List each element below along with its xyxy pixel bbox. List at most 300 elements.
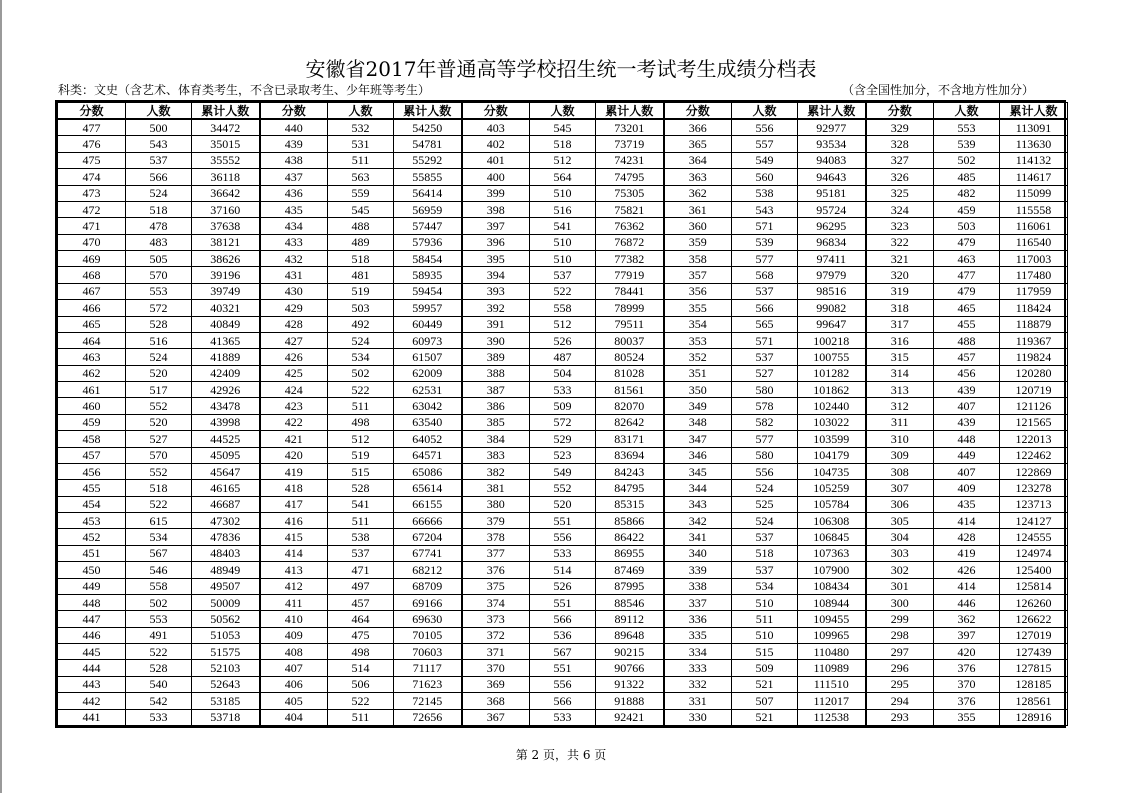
cumulative-cell: 83694 (596, 447, 664, 463)
table-row (58, 660, 1068, 676)
cumulative-cell: 90766 (596, 660, 664, 676)
count-cell: 510 (530, 251, 596, 267)
score-cell: 403 (462, 119, 530, 136)
header-score: 分数 (58, 103, 126, 120)
cumulative-cell: 53185 (192, 693, 260, 709)
count-cell: 426 (934, 562, 1000, 578)
table-row (58, 480, 1068, 496)
count-cell: 580 (732, 447, 798, 463)
score-cell: 300 (866, 594, 934, 610)
cumulative-cell: 103599 (798, 431, 866, 447)
score-cell: 339 (664, 562, 732, 578)
score-cell: 446 (58, 627, 126, 643)
count-cell: 527 (126, 431, 192, 447)
cumulative-cell: 59957 (394, 300, 462, 316)
cumulative-cell: 87995 (596, 578, 664, 594)
score-cell: 386 (462, 398, 530, 414)
cumulative-cell: 128185 (1000, 676, 1068, 692)
cumulative-cell: 115558 (1000, 201, 1068, 217)
score-cell: 426 (260, 349, 328, 365)
count-cell: 510 (530, 185, 596, 201)
count-cell: 511 (328, 709, 394, 725)
count-cell: 475 (328, 627, 394, 643)
score-cell: 419 (260, 463, 328, 479)
count-cell: 448 (934, 431, 1000, 447)
cumulative-cell: 81561 (596, 382, 664, 398)
cumulative-cell: 60973 (394, 332, 462, 348)
cumulative-cell: 48403 (192, 545, 260, 561)
score-cell: 462 (58, 365, 126, 381)
count-cell: 551 (530, 660, 596, 676)
count-cell: 526 (530, 332, 596, 348)
score-table-frame (55, 100, 1066, 728)
score-cell: 453 (58, 513, 126, 529)
cumulative-cell: 84795 (596, 480, 664, 496)
score-cell: 460 (58, 398, 126, 414)
cumulative-cell: 52103 (192, 660, 260, 676)
table-row (58, 201, 1068, 217)
cumulative-cell: 74231 (596, 152, 664, 168)
count-cell: 459 (934, 201, 1000, 217)
count-cell: 502 (126, 594, 192, 610)
cumulative-cell: 70603 (394, 644, 462, 660)
count-cell: 502 (328, 365, 394, 381)
score-cell: 333 (664, 660, 732, 676)
score-cell: 411 (260, 594, 328, 610)
score-cell: 314 (866, 365, 934, 381)
count-cell: 527 (732, 365, 798, 381)
score-cell: 391 (462, 316, 530, 332)
score-cell: 410 (260, 611, 328, 627)
count-cell: 511 (328, 398, 394, 414)
cumulative-cell: 122869 (1000, 463, 1068, 479)
count-cell: 463 (934, 251, 1000, 267)
score-cell: 315 (866, 349, 934, 365)
score-cell: 342 (664, 513, 732, 529)
count-cell: 439 (934, 382, 1000, 398)
score-cell: 377 (462, 545, 530, 561)
score-cell: 372 (462, 627, 530, 643)
count-cell: 455 (934, 316, 1000, 332)
score-cell: 345 (664, 463, 732, 479)
score-cell: 332 (664, 676, 732, 692)
cumulative-cell: 50562 (192, 611, 260, 627)
score-cell: 311 (866, 414, 934, 430)
cumulative-cell: 85315 (596, 496, 664, 512)
cumulative-cell: 110480 (798, 644, 866, 660)
score-cell: 297 (866, 644, 934, 660)
count-cell: 567 (530, 644, 596, 660)
cumulative-cell: 50009 (192, 594, 260, 610)
cumulative-cell: 99647 (798, 316, 866, 332)
cumulative-cell: 60449 (394, 316, 462, 332)
score-cell: 305 (866, 513, 934, 529)
score-cell: 458 (58, 431, 126, 447)
count-cell: 506 (328, 676, 394, 692)
cumulative-cell: 73719 (596, 136, 664, 152)
count-cell: 491 (126, 627, 192, 643)
cumulative-cell: 76872 (596, 234, 664, 250)
count-cell: 512 (530, 316, 596, 332)
cumulative-cell: 106308 (798, 513, 866, 529)
count-cell: 457 (934, 349, 1000, 365)
score-cell: 407 (260, 660, 328, 676)
score-cell: 459 (58, 414, 126, 430)
count-cell: 570 (126, 447, 192, 463)
count-cell: 528 (126, 316, 192, 332)
count-cell: 481 (328, 267, 394, 283)
score-cell: 349 (664, 398, 732, 414)
count-cell: 533 (530, 545, 596, 561)
header-score: 分数 (260, 103, 328, 120)
score-cell: 464 (58, 332, 126, 348)
score-cell: 308 (866, 463, 934, 479)
cumulative-cell: 124127 (1000, 513, 1068, 529)
score-cell: 317 (866, 316, 934, 332)
score-cell: 394 (462, 267, 530, 283)
count-cell: 524 (328, 332, 394, 348)
score-cell: 469 (58, 251, 126, 267)
score-cell: 412 (260, 578, 328, 594)
count-cell: 464 (328, 611, 394, 627)
score-cell: 434 (260, 218, 328, 234)
cumulative-cell: 45647 (192, 463, 260, 479)
score-cell: 307 (866, 480, 934, 496)
cumulative-cell: 77919 (596, 267, 664, 283)
count-cell: 543 (732, 201, 798, 217)
count-cell: 551 (530, 594, 596, 610)
score-cell: 357 (664, 267, 732, 283)
count-cell: 505 (126, 251, 192, 267)
count-cell: 564 (530, 169, 596, 185)
count-cell: 510 (732, 627, 798, 643)
cumulative-cell: 75821 (596, 201, 664, 217)
score-cell: 473 (58, 185, 126, 201)
cumulative-cell: 56959 (394, 201, 462, 217)
cumulative-cell: 74795 (596, 169, 664, 185)
count-cell: 541 (530, 218, 596, 234)
score-cell: 470 (58, 234, 126, 250)
score-cell: 355 (664, 300, 732, 316)
cumulative-cell: 114132 (1000, 152, 1068, 168)
cumulative-cell: 78999 (596, 300, 664, 316)
count-cell: 533 (530, 382, 596, 398)
table-row (58, 152, 1068, 168)
count-cell: 559 (328, 185, 394, 201)
cumulative-cell: 91888 (596, 693, 664, 709)
cumulative-cell: 37638 (192, 218, 260, 234)
score-cell: 401 (462, 152, 530, 168)
count-cell: 518 (732, 545, 798, 561)
count-cell: 522 (328, 693, 394, 709)
cumulative-cell: 46165 (192, 480, 260, 496)
score-cell: 306 (866, 496, 934, 512)
count-cell: 485 (934, 169, 1000, 185)
count-cell: 522 (126, 644, 192, 660)
score-cell: 477 (58, 119, 126, 136)
cumulative-cell: 70105 (394, 627, 462, 643)
cumulative-cell: 120280 (1000, 365, 1068, 381)
cumulative-cell: 125814 (1000, 578, 1068, 594)
count-cell: 498 (328, 644, 394, 660)
count-cell: 578 (732, 398, 798, 414)
score-cell: 409 (260, 627, 328, 643)
score-cell: 365 (664, 136, 732, 152)
cumulative-cell: 62531 (394, 382, 462, 398)
cumulative-cell: 49507 (192, 578, 260, 594)
score-cell: 310 (866, 431, 934, 447)
cumulative-cell: 53718 (192, 709, 260, 725)
cumulative-cell: 125400 (1000, 562, 1068, 578)
score-cell: 361 (664, 201, 732, 217)
score-cell: 336 (664, 611, 732, 627)
cumulative-cell: 119824 (1000, 349, 1068, 365)
score-cell: 313 (866, 382, 934, 398)
cumulative-cell: 34472 (192, 119, 260, 136)
cumulative-cell: 46687 (192, 496, 260, 512)
count-cell: 477 (934, 267, 1000, 283)
score-cell: 452 (58, 529, 126, 545)
count-cell: 534 (126, 529, 192, 545)
count-cell: 571 (732, 332, 798, 348)
cumulative-cell: 72656 (394, 709, 462, 725)
count-cell: 516 (530, 201, 596, 217)
cumulative-cell: 59454 (394, 283, 462, 299)
count-cell: 545 (328, 201, 394, 217)
cumulative-cell: 117959 (1000, 283, 1068, 299)
score-cell: 304 (866, 529, 934, 545)
score-cell: 373 (462, 611, 530, 627)
table-row (58, 611, 1068, 627)
score-cell: 334 (664, 644, 732, 660)
count-cell: 489 (328, 234, 394, 250)
count-cell: 414 (934, 513, 1000, 529)
table-row (58, 447, 1068, 463)
count-cell: 397 (934, 627, 1000, 643)
score-cell: 340 (664, 545, 732, 561)
table-row (58, 562, 1068, 578)
cumulative-cell: 37160 (192, 201, 260, 217)
count-cell: 580 (732, 382, 798, 398)
cumulative-cell: 113630 (1000, 136, 1068, 152)
count-cell: 376 (934, 693, 1000, 709)
count-cell: 492 (328, 316, 394, 332)
table-row (58, 709, 1068, 725)
count-cell: 558 (126, 578, 192, 594)
table-row (58, 414, 1068, 430)
score-cell: 329 (866, 119, 934, 136)
cumulative-cell: 121565 (1000, 414, 1068, 430)
score-cell: 431 (260, 267, 328, 283)
count-cell: 488 (934, 332, 1000, 348)
cumulative-cell: 48949 (192, 562, 260, 578)
count-cell: 536 (530, 627, 596, 643)
table-row (58, 332, 1068, 348)
header-count: 人数 (530, 103, 596, 120)
count-cell: 543 (126, 136, 192, 152)
cumulative-cell: 88546 (596, 594, 664, 610)
table-row (58, 529, 1068, 545)
cumulative-cell: 78441 (596, 283, 664, 299)
count-cell: 549 (530, 463, 596, 479)
score-cell: 335 (664, 627, 732, 643)
cumulative-cell: 100218 (798, 332, 866, 348)
cumulative-cell: 89112 (596, 611, 664, 627)
score-cell: 325 (866, 185, 934, 201)
score-cell: 366 (664, 119, 732, 136)
score-cell: 438 (260, 152, 328, 168)
cumulative-cell: 93534 (798, 136, 866, 152)
count-cell: 522 (328, 382, 394, 398)
count-cell: 538 (732, 185, 798, 201)
cumulative-cell: 95724 (798, 201, 866, 217)
score-cell: 337 (664, 594, 732, 610)
count-cell: 497 (328, 578, 394, 594)
score-cell: 385 (462, 414, 530, 430)
cumulative-cell: 69166 (394, 594, 462, 610)
score-cell: 397 (462, 218, 530, 234)
cumulative-cell: 55855 (394, 169, 462, 185)
cumulative-cell: 39749 (192, 283, 260, 299)
cumulative-cell: 127019 (1000, 627, 1068, 643)
count-cell: 577 (732, 431, 798, 447)
count-cell: 556 (732, 463, 798, 479)
cumulative-cell: 57936 (394, 234, 462, 250)
score-cell: 451 (58, 545, 126, 561)
score-cell: 444 (58, 660, 126, 676)
count-cell: 478 (126, 218, 192, 234)
count-cell: 512 (530, 152, 596, 168)
score-cell: 354 (664, 316, 732, 332)
cumulative-cell: 94643 (798, 169, 866, 185)
table-row (58, 463, 1068, 479)
count-cell: 534 (328, 349, 394, 365)
score-cell: 381 (462, 480, 530, 496)
cumulative-cell: 67204 (394, 529, 462, 545)
header-count: 人数 (934, 103, 1000, 120)
count-cell: 525 (732, 496, 798, 512)
count-cell: 519 (328, 283, 394, 299)
count-cell: 482 (934, 185, 1000, 201)
table-row (58, 119, 1068, 136)
cumulative-cell: 126260 (1000, 594, 1068, 610)
count-cell: 521 (732, 676, 798, 692)
cumulative-cell: 100755 (798, 349, 866, 365)
score-cell: 392 (462, 300, 530, 316)
score-cell: 294 (866, 693, 934, 709)
score-cell: 327 (866, 152, 934, 168)
count-cell: 566 (530, 693, 596, 709)
score-cell: 400 (462, 169, 530, 185)
count-cell: 539 (934, 136, 1000, 152)
table-row (58, 251, 1068, 267)
left-edge-line (0, 0, 2, 793)
score-cell: 360 (664, 218, 732, 234)
count-cell: 534 (732, 578, 798, 594)
count-cell: 515 (328, 463, 394, 479)
count-cell: 537 (530, 267, 596, 283)
cumulative-cell: 120719 (1000, 382, 1068, 398)
score-cell: 367 (462, 709, 530, 725)
score-cell: 468 (58, 267, 126, 283)
cumulative-cell: 81028 (596, 365, 664, 381)
score-cell: 358 (664, 251, 732, 267)
count-cell: 511 (732, 611, 798, 627)
count-cell: 615 (126, 513, 192, 529)
cumulative-cell: 35552 (192, 152, 260, 168)
table-row (58, 234, 1068, 250)
count-cell: 533 (530, 709, 596, 725)
count-cell: 556 (530, 529, 596, 545)
score-cell: 466 (58, 300, 126, 316)
count-cell: 518 (126, 201, 192, 217)
table-row (58, 545, 1068, 561)
count-cell: 500 (126, 119, 192, 136)
score-cell: 382 (462, 463, 530, 479)
score-cell: 476 (58, 136, 126, 152)
score-cell: 425 (260, 365, 328, 381)
score-cell: 330 (664, 709, 732, 725)
score-cell: 465 (58, 316, 126, 332)
table-row (58, 283, 1068, 299)
cumulative-cell: 103022 (798, 414, 866, 430)
page-footer: 第 2 页，共 6 页 (515, 748, 607, 762)
count-cell: 567 (126, 545, 192, 561)
cumulative-cell: 65614 (394, 480, 462, 496)
count-cell: 419 (934, 545, 1000, 561)
score-cell: 443 (58, 676, 126, 692)
count-cell: 571 (732, 218, 798, 234)
cumulative-cell: 106845 (798, 529, 866, 545)
cumulative-cell: 128916 (1000, 709, 1068, 725)
count-cell: 514 (328, 660, 394, 676)
cumulative-cell: 41365 (192, 332, 260, 348)
cumulative-cell: 38626 (192, 251, 260, 267)
cumulative-cell: 118879 (1000, 316, 1068, 332)
cumulative-cell: 76362 (596, 218, 664, 234)
cumulative-cell: 102440 (798, 398, 866, 414)
table-row (58, 382, 1068, 398)
score-cell: 413 (260, 562, 328, 578)
count-cell: 577 (732, 251, 798, 267)
count-cell: 551 (530, 513, 596, 529)
score-cell: 296 (866, 660, 934, 676)
score-cell: 393 (462, 283, 530, 299)
score-cell: 447 (58, 611, 126, 627)
score-cell: 395 (462, 251, 530, 267)
score-cell: 467 (58, 283, 126, 299)
count-cell: 520 (530, 496, 596, 512)
table-header-row (58, 103, 1068, 120)
count-cell: 565 (732, 316, 798, 332)
score-cell: 312 (866, 398, 934, 414)
count-cell: 542 (126, 693, 192, 709)
score-cell: 319 (866, 283, 934, 299)
cumulative-cell: 96834 (798, 234, 866, 250)
header-cumulative: 累计人数 (798, 103, 866, 120)
count-cell: 566 (126, 169, 192, 185)
cumulative-cell: 95181 (798, 185, 866, 201)
count-cell: 457 (328, 594, 394, 610)
count-cell: 546 (126, 562, 192, 578)
score-cell: 423 (260, 398, 328, 414)
table-row (58, 316, 1068, 332)
count-cell: 553 (126, 283, 192, 299)
count-cell: 556 (732, 119, 798, 136)
header-score: 分数 (866, 103, 934, 120)
count-cell: 362 (934, 611, 1000, 627)
cumulative-cell: 99082 (798, 300, 866, 316)
